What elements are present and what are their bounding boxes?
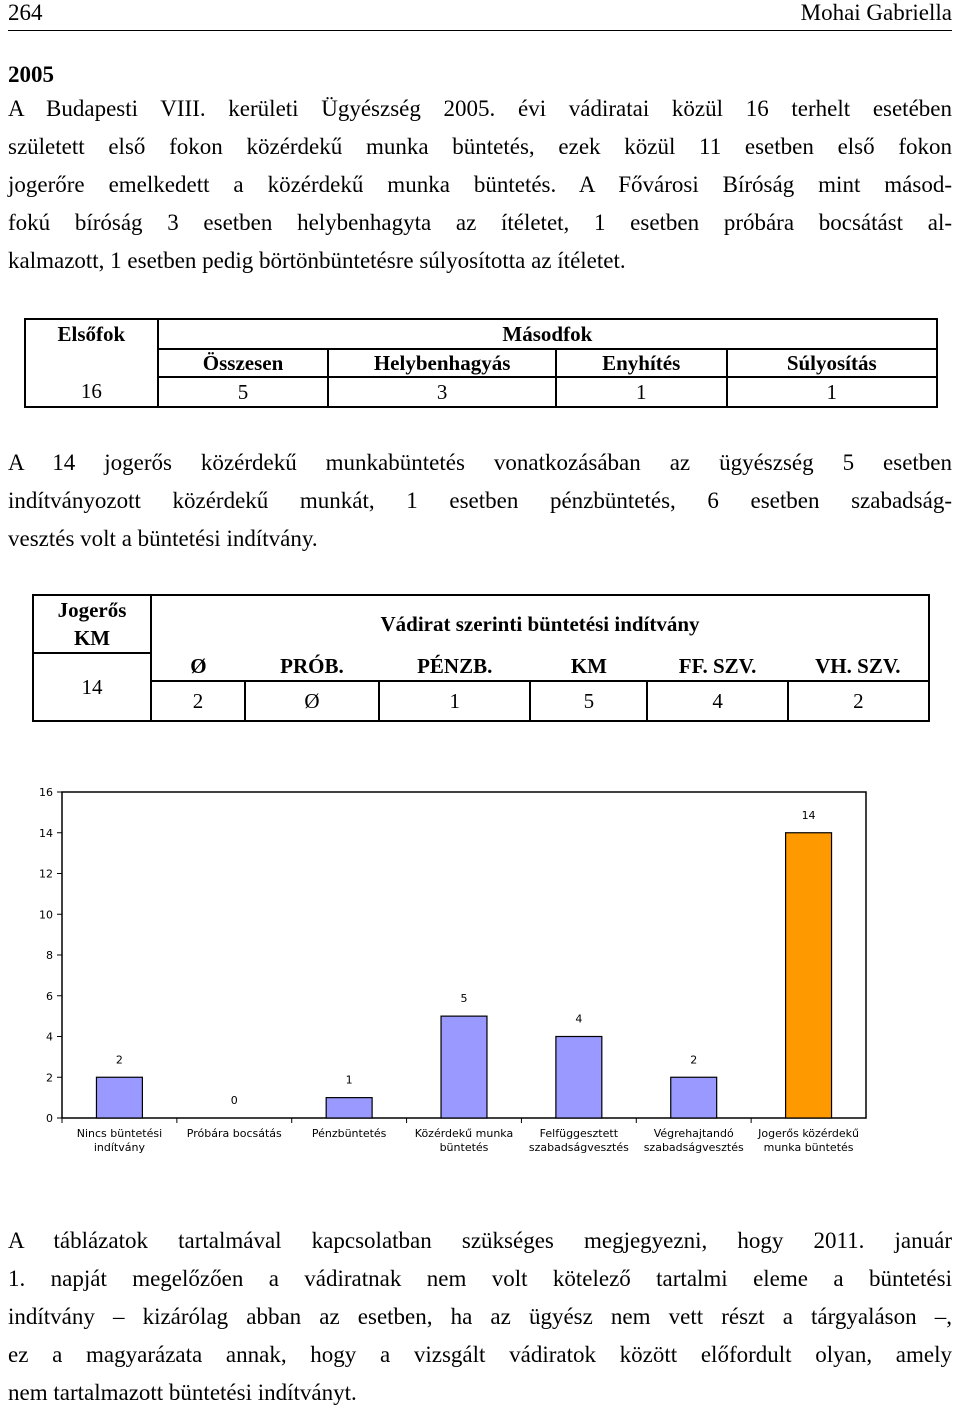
- x-tick-label: Végrehajtandó: [653, 1127, 734, 1140]
- paragraph-line: nem tartalmazott büntetési indítványt.: [8, 1380, 357, 1405]
- table-cell: 5: [158, 377, 329, 407]
- table-cell: 1: [379, 681, 530, 721]
- x-tick-label: Közérdekű munka: [414, 1127, 514, 1140]
- table-header-second-instance: Másodfok: [158, 319, 937, 349]
- paragraph-line: vesztés volt a büntetési indítvány.: [8, 526, 318, 551]
- table-subheader: Ø: [151, 653, 245, 681]
- y-tick-label: 12: [39, 867, 53, 881]
- table-header-line: Jogerős: [57, 598, 127, 622]
- table-subheader: Összesen: [158, 349, 329, 377]
- y-tick-label: 8: [46, 949, 53, 962]
- table-cell: 3: [328, 377, 556, 407]
- data-label: 5: [460, 992, 468, 1006]
- table-subheader: Súlyosítás: [727, 349, 938, 377]
- bar: [556, 1037, 602, 1119]
- x-tick-label: Nincs büntetési: [76, 1127, 163, 1140]
- bar: [786, 833, 832, 1118]
- y-tick-label: 10: [39, 908, 53, 922]
- paragraph-line: kalmazott, 1 esetben pedig börtönbüntetésre súlyosította az ítéletet.: [8, 248, 626, 273]
- x-tick-label: büntetés: [439, 1141, 489, 1154]
- table-header-indictment: Vádirat szerinti büntetési indítvány: [151, 595, 929, 653]
- x-tick-label: Jogerős közérdekű: [758, 1127, 860, 1140]
- data-label: 1: [345, 1073, 353, 1087]
- table-cell-empty: [25, 349, 158, 377]
- section-heading: 2005: [8, 62, 54, 87]
- x-tick-label: Pénzbüntetés: [311, 1127, 387, 1140]
- paragraph-line: A táblázatok tartalmával kapcsolatban szükséges megjegyezni, hogy 2011. január: [8, 1228, 952, 1253]
- paragraph-line: 1. napját megelőzően a vádiratnak nem volt kötelező tartalmi eleme a büntetési: [8, 1266, 952, 1291]
- paragraph-line: A Budapesti VIII. kerületi Ügyészség 2005. évi vádiratai közül 16 terhelt esetében: [8, 96, 952, 121]
- table-header-final-km: [33, 595, 151, 653]
- page-number: 264: [8, 0, 43, 25]
- paragraph-line: ez a magyarázata annak, hogy a vizsgált vádiratok között előfordult olyan, amely: [8, 1342, 952, 1367]
- bar: [441, 1016, 487, 1118]
- table-subheader: PRÓB.: [280, 654, 344, 678]
- x-tick-label: munka büntetés: [763, 1141, 854, 1154]
- table-cell: 16: [25, 377, 158, 407]
- data-label: 14: [801, 808, 816, 822]
- y-tick-label: 2: [46, 1071, 53, 1085]
- data-label: 2: [690, 1053, 698, 1067]
- paragraph-line: fokú bíróság 3 esetben helybenhagyta az ítéletet, 1 esetben próbára bocsátást al-: [8, 210, 952, 235]
- paragraph-3: [8, 1222, 952, 1412]
- data-label: 4: [575, 1012, 583, 1026]
- table-cell: 14: [33, 653, 151, 721]
- paragraph-line: indítvány – kizárólag abban az esetben, ha az ügyész nem vett részt a tárgyaláson –,: [8, 1304, 952, 1329]
- table-header-first-instance: Elsőfok: [25, 319, 158, 349]
- data-label: 2: [115, 1053, 123, 1067]
- paragraph-1: [8, 90, 952, 280]
- y-tick-label: 16: [39, 786, 53, 799]
- data-label: 0: [230, 1094, 238, 1107]
- table-first-second-instance: [24, 318, 938, 408]
- table-cell: 2: [151, 681, 245, 721]
- table-subheader: VH. SZV.: [788, 653, 929, 681]
- table-subheader: KM: [570, 654, 607, 678]
- page-header: [8, 0, 952, 31]
- running-head-author: Mohai Gabriella: [800, 0, 952, 25]
- y-tick-label: 0: [46, 1112, 53, 1125]
- table-cell: 4: [647, 681, 787, 721]
- table-subheader: PÉNZB.: [417, 654, 493, 678]
- paragraph-line: született első fokon közérdekű munka büntetés, ezek közül 11 esetben első fokon: [8, 134, 952, 159]
- table-indictment-proposal: [32, 594, 930, 722]
- bar: [671, 1077, 717, 1118]
- bar-chart: [20, 780, 880, 1160]
- paragraph-2: [8, 444, 952, 558]
- paragraph-line: A 14 jogerős közérdekű munkabüntetés vonatkozásában az ügyészség 5 esetben: [8, 450, 952, 475]
- table-header-line: KM: [73, 626, 111, 650]
- y-tick-label: 14: [39, 826, 53, 840]
- x-tick-label: szabadságvesztés: [528, 1141, 629, 1154]
- y-tick-label: 4: [46, 1030, 53, 1044]
- x-tick-label: indítvány: [93, 1141, 145, 1154]
- table-subheader: Helybenhagyás: [328, 349, 556, 377]
- table-cell: Ø: [245, 681, 379, 721]
- table-subheader: FF. SZV.: [678, 654, 757, 678]
- paragraph-line: indítványozott közérdekű munkát, 1 esetben pénzbüntetés, 6 esetben szabadság-: [8, 488, 952, 513]
- table-cell: 5: [530, 681, 647, 721]
- bar: [96, 1077, 142, 1118]
- table-subheader: Enyhítés: [556, 349, 727, 377]
- x-tick-label: Próbára bocsátás: [186, 1127, 282, 1140]
- table-cell: 1: [727, 377, 938, 407]
- table-cell: 2: [788, 681, 929, 721]
- y-tick-label: 6: [46, 989, 53, 1003]
- table-cell: 1: [556, 377, 727, 407]
- x-tick-label: szabadságvesztés: [643, 1141, 744, 1154]
- paragraph-line: jogerőre emelkedett a közérdekű munka büntetés. A Fővárosi Bíróság mint másod-: [8, 172, 952, 197]
- x-tick-label: Felfüggesztett: [539, 1127, 619, 1140]
- bar: [326, 1098, 372, 1118]
